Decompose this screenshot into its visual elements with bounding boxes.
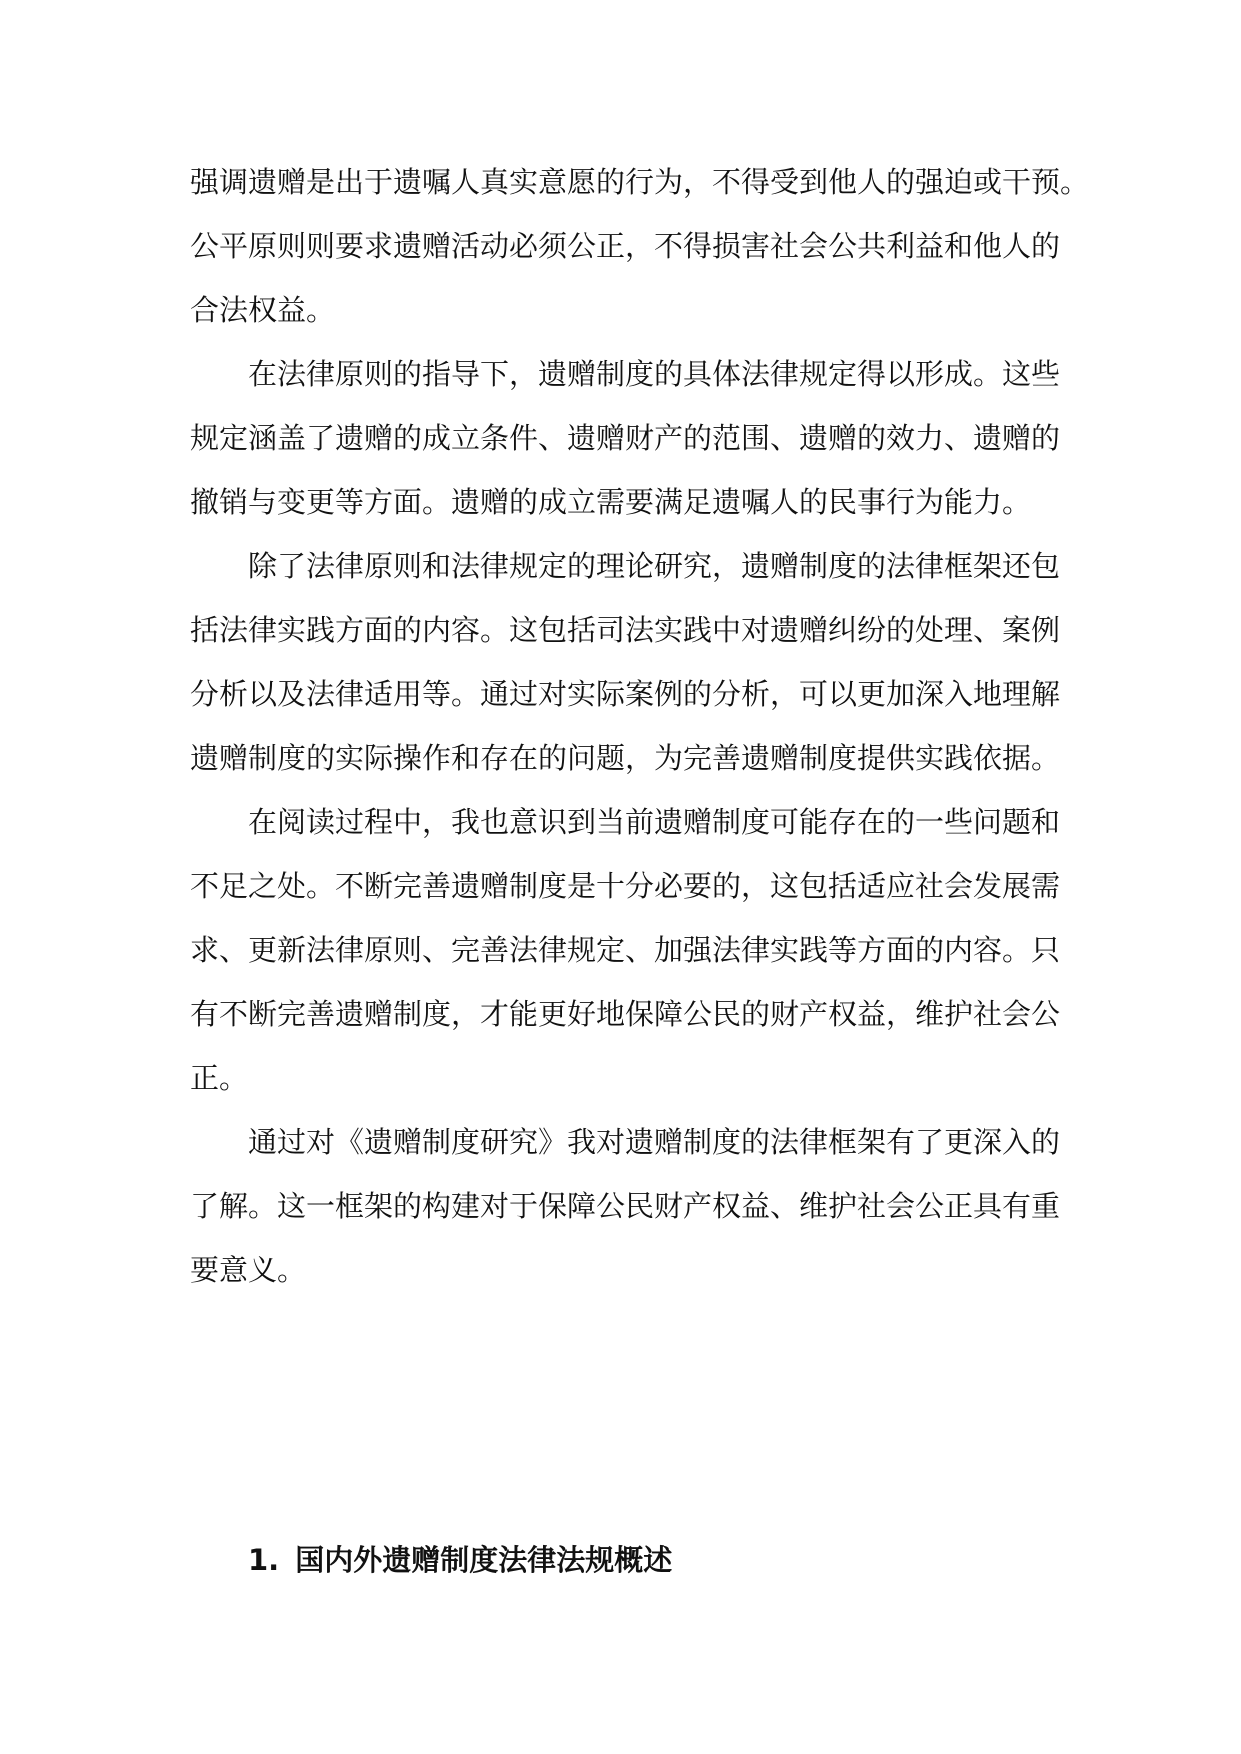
text-line: 遗赠制度的实际操作和存在的问题，为完善遗赠制度提供实践依据。	[190, 741, 1061, 775]
paragraph-3	[190, 534, 1070, 790]
text-line: 括法律实践方面的内容。这包括司法实践中对遗赠纠纷的处理、案例	[190, 613, 1061, 647]
text-line: 撤销与变更等方面。遗赠的成立需要满足遗嘱人的民事行为能力。	[190, 485, 1032, 519]
text-line: 在法律原则的指导下，遗赠制度的具体法律规定得以形成。这些	[248, 357, 1061, 391]
text-line: 除了法律原则和法律规定的理论研究，遗赠制度的法律框架还包	[248, 549, 1061, 583]
text-line: 分析以及法律适用等。通过对实际案例的分析，可以更加深入地理解	[190, 677, 1061, 711]
body-text	[190, 150, 1090, 1302]
text-line: 强调遗赠是出于遗嘱人真实意愿的行为，不得受到他人的强迫或干预。	[190, 165, 1090, 199]
text-line: 公平原则则要求遗赠活动必须公正，不得损害社会公共利益和他人的	[190, 229, 1061, 263]
text-line: 有不断完善遗赠制度，才能更好地保障公民的财产权益，维护社会公	[190, 997, 1061, 1031]
paragraph-1	[190, 150, 1090, 342]
text-line: 合法权益。	[190, 293, 336, 327]
text-line: 在阅读过程中，我也意识到当前遗赠制度可能存在的一些问题和	[248, 805, 1061, 839]
text-line: 正。	[190, 1061, 249, 1095]
text-line: 了解。这一框架的构建对于保障公民财产权益、维护社会公正具有重	[190, 1189, 1061, 1223]
text-line: 要意义。	[190, 1253, 307, 1287]
paragraph-5	[190, 1110, 1070, 1302]
paragraph-4	[190, 790, 1070, 1110]
paragraph-2	[190, 342, 1070, 534]
text-line: 通过对《遗赠制度研究》我对遗赠制度的法律框架有了更深入的	[248, 1125, 1061, 1159]
text-line: 不足之处。不断完善遗赠制度是十分必要的，这包括适应社会发展需	[190, 869, 1061, 903]
text-line: 规定涵盖了遗赠的成立条件、遗赠财产的范围、遗赠的效力、遗赠的	[190, 421, 1061, 455]
section-number: 1.	[248, 1543, 280, 1577]
section-heading	[248, 1540, 672, 1580]
text-line: 求、更新法律原则、完善法律规定、加强法律实践等方面的内容。只	[190, 933, 1061, 967]
section-title: 国内外遗赠制度法律法规概述	[295, 1543, 673, 1577]
